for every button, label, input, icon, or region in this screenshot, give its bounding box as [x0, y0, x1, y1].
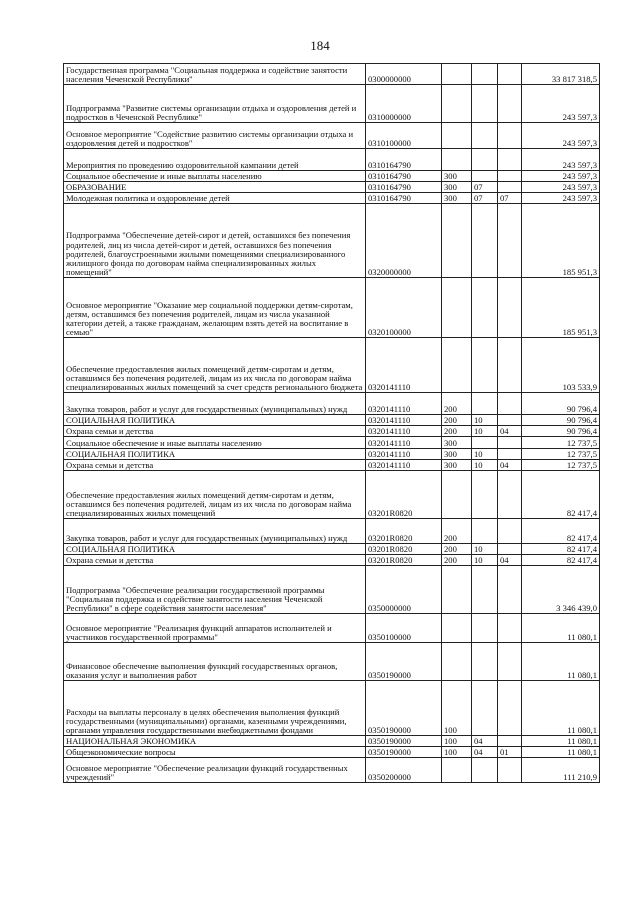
cell-sum: 33 817 318,5: [522, 64, 600, 85]
cell-vr: 200: [442, 544, 472, 555]
cell-rz: 10: [472, 415, 498, 426]
table-row: [64, 544, 600, 555]
table-row: [64, 437, 600, 449]
cell-name: Охрана семьи и детства: [64, 460, 366, 471]
cell-sum: 243 597,3: [522, 171, 600, 182]
cell-rz: 10: [472, 426, 498, 437]
cell-code: 0310164790: [366, 182, 442, 193]
cell-rz: [472, 471, 498, 519]
cell-vr: 300: [442, 171, 472, 182]
cell-pr: [498, 204, 522, 278]
table-row: [64, 519, 600, 544]
cell-pr: [498, 171, 522, 182]
cell-code: 0310164790: [366, 193, 442, 204]
table-row: [64, 85, 600, 123]
table-row: [64, 758, 600, 783]
cell-pr: [498, 149, 522, 171]
cell-name: Социальное обеспечение и иные выплаты населению: [64, 171, 366, 182]
cell-vr: 300: [442, 193, 472, 204]
cell-sum: 82 417,4: [522, 555, 600, 566]
cell-pr: 04: [498, 555, 522, 566]
cell-name: Молодежная политика и оздоровление детей: [64, 193, 366, 204]
cell-rz: 10: [472, 544, 498, 555]
cell-name: Основное мероприятие "Содействие развитию системы организации отдыха и оздоровления детей и подростков": [64, 123, 366, 149]
cell-sum: 243 597,3: [522, 85, 600, 123]
cell-name: Охрана семьи и детства: [64, 555, 366, 566]
cell-vr: [442, 471, 472, 519]
cell-pr: [498, 566, 522, 614]
cell-sum: 90 796,4: [522, 426, 600, 437]
cell-sum: 12 737,5: [522, 449, 600, 460]
cell-rz: 04: [472, 747, 498, 758]
cell-vr: 300: [442, 182, 472, 193]
cell-sum: 243 597,3: [522, 182, 600, 193]
cell-sum: 11 080,1: [522, 643, 600, 681]
cell-name: Финансовое обеспечение выполнения функций государственных органов, оказания услуг и выполнения работ: [64, 643, 366, 681]
cell-pr: [498, 519, 522, 544]
cell-vr: 200: [442, 555, 472, 566]
cell-pr: [498, 393, 522, 415]
cell-code: 0350190000: [366, 747, 442, 758]
budget-table: [63, 63, 600, 783]
cell-code: 0320141110: [366, 426, 442, 437]
cell-code: 0350190000: [366, 736, 442, 747]
cell-pr: [498, 471, 522, 519]
cell-code: 03201R0820: [366, 544, 442, 555]
cell-name: Обеспечение предоставления жилых помещений детям-сиротам и детям, оставшимся без попечения родителей, лицам из их числа по договорам найма специализированных жилых помещений за счет средств регионального бюджета: [64, 338, 366, 393]
cell-rz: 10: [472, 449, 498, 460]
cell-name: Общеэкономические вопросы: [64, 747, 366, 758]
cell-rz: [472, 85, 498, 123]
table-row: [64, 555, 600, 566]
table-row: [64, 460, 600, 471]
cell-code: 0320100000: [366, 278, 442, 338]
cell-sum: 11 080,1: [522, 614, 600, 643]
cell-pr: 04: [498, 460, 522, 471]
cell-name: Обеспечение предоставления жилых помещений детям-сиротам и детям, оставшимся без попечения родителей, лицам из их числа по договорам найма специализированных жилых помещений: [64, 471, 366, 519]
cell-rz: 07: [472, 193, 498, 204]
cell-code: 0320141110: [366, 437, 442, 449]
cell-name: Основное мероприятие "Реализация функций аппаратов исполнителей и участников государственной программы": [64, 614, 366, 643]
cell-rz: [472, 681, 498, 736]
cell-name: СОЦИАЛЬНАЯ ПОЛИТИКА: [64, 449, 366, 460]
cell-sum: 243 597,3: [522, 193, 600, 204]
cell-vr: [442, 338, 472, 393]
cell-name: Государственная программа "Социальная поддержка и содействие занятости населения Чеченской Республики": [64, 64, 366, 85]
cell-code: 0350190000: [366, 681, 442, 736]
table-row: [64, 736, 600, 747]
table-row: [64, 278, 600, 338]
cell-sum: 243 597,3: [522, 123, 600, 149]
cell-name: Подпрограмма "Обеспечение детей-сирот и детей, оставшихся без попечения родителей, лиц из числа детей-сирот и детей, оставшихся без попечения родителей, благоустроенными жилыми помещениями специализированного жилищного фонда по договорам найма специализированных жилых помещений": [64, 204, 366, 278]
cell-rz: [472, 123, 498, 149]
cell-vr: [442, 758, 472, 783]
cell-vr: 100: [442, 747, 472, 758]
cell-rz: [472, 204, 498, 278]
cell-code: 0350000000: [366, 566, 442, 614]
table-row: [64, 182, 600, 193]
cell-vr: 200: [442, 519, 472, 544]
cell-name: Мероприятия по проведению оздоровительной кампании детей: [64, 149, 366, 171]
cell-name: ОБРАЗОВАНИЕ: [64, 182, 366, 193]
cell-pr: [498, 338, 522, 393]
cell-pr: [498, 437, 522, 449]
table-row: [64, 471, 600, 519]
cell-pr: [498, 449, 522, 460]
cell-sum: 82 417,4: [522, 544, 600, 555]
table-row: [64, 171, 600, 182]
cell-code: 03201R0820: [366, 519, 442, 544]
cell-rz: 04: [472, 736, 498, 747]
cell-rz: [472, 566, 498, 614]
cell-name: СОЦИАЛЬНАЯ ПОЛИТИКА: [64, 415, 366, 426]
cell-name: Социальное обеспечение и иные выплаты населению: [64, 437, 366, 449]
cell-code: 0350200000: [366, 758, 442, 783]
table-row: [64, 64, 600, 85]
cell-sum: 11 080,1: [522, 736, 600, 747]
cell-code: 03201R0820: [366, 555, 442, 566]
cell-name: Расходы на выплаты персоналу в целях обеспечения выполнения функций государственными (муниципальными) органами, казенными учреждениями, органами управления государственными внебюджетными фондами: [64, 681, 366, 736]
cell-pr: [498, 736, 522, 747]
table-row: [64, 204, 600, 278]
table-row: [64, 614, 600, 643]
cell-sum: 11 080,1: [522, 747, 600, 758]
cell-rz: 10: [472, 460, 498, 471]
cell-sum: 111 210,9: [522, 758, 600, 783]
cell-name: Подпрограмма "Развитие системы организации отдыха и оздоровления детей и подростков в Чеченской Республике": [64, 85, 366, 123]
cell-vr: 200: [442, 426, 472, 437]
cell-pr: [498, 123, 522, 149]
cell-name: Охрана семьи и детства: [64, 426, 366, 437]
table-row: [64, 193, 600, 204]
cell-code: 0310000000: [366, 85, 442, 123]
cell-rz: [472, 149, 498, 171]
cell-sum: 12 737,5: [522, 460, 600, 471]
cell-vr: 300: [442, 437, 472, 449]
cell-pr: [498, 278, 522, 338]
cell-vr: [442, 278, 472, 338]
table-row: [64, 393, 600, 415]
cell-sum: 90 796,4: [522, 415, 600, 426]
cell-vr: [442, 123, 472, 149]
cell-rz: [472, 758, 498, 783]
cell-pr: 04: [498, 426, 522, 437]
table-row: [64, 426, 600, 437]
cell-code: 0320141110: [366, 415, 442, 426]
cell-code: 0310100000: [366, 123, 442, 149]
cell-vr: 200: [442, 393, 472, 415]
cell-name: Подпрограмма "Обеспечение реализации государственной программы "Социальная поддержка и содействие занятости населения Чеченской Республики" в сфере содействия занятости населения": [64, 566, 366, 614]
table-row: [64, 449, 600, 460]
cell-vr: 100: [442, 736, 472, 747]
cell-rz: [472, 519, 498, 544]
cell-rz: [472, 171, 498, 182]
cell-vr: [442, 614, 472, 643]
table-row: [64, 747, 600, 758]
cell-pr: [498, 415, 522, 426]
cell-rz: [472, 393, 498, 415]
cell-code: 0310164790: [366, 149, 442, 171]
cell-vr: [442, 64, 472, 85]
cell-pr: [498, 85, 522, 123]
cell-code: 0320141110: [366, 460, 442, 471]
page-number: 184: [310, 38, 330, 53]
cell-vr: 200: [442, 415, 472, 426]
cell-rz: [472, 643, 498, 681]
cell-vr: 300: [442, 460, 472, 471]
cell-rz: [472, 614, 498, 643]
cell-pr: [498, 758, 522, 783]
cell-code: 0350100000: [366, 614, 442, 643]
cell-code: 0350190000: [366, 643, 442, 681]
cell-code: 0320141110: [366, 338, 442, 393]
cell-rz: 07: [472, 182, 498, 193]
cell-vr: [442, 566, 472, 614]
cell-sum: 90 796,4: [522, 393, 600, 415]
cell-code: 0310164790: [366, 171, 442, 182]
cell-code: 0320141110: [366, 449, 442, 460]
cell-code: 0320141110: [366, 393, 442, 415]
cell-sum: 185 951,3: [522, 278, 600, 338]
table-row: [64, 123, 600, 149]
cell-sum: 185 951,3: [522, 204, 600, 278]
cell-code: 0300000000: [366, 64, 442, 85]
table-row: [64, 681, 600, 736]
cell-rz: [472, 437, 498, 449]
cell-pr: [498, 681, 522, 736]
cell-pr: [498, 544, 522, 555]
cell-rz: 10: [472, 555, 498, 566]
cell-name: Основное мероприятие "Оказание мер социальной поддержки детям-сиротам, детям, оставшимся без попечения родителей, лицам из числа указанной категории детей, а также гражданам, желающим взять детей на воспитание в семью": [64, 278, 366, 338]
cell-pr: 07: [498, 193, 522, 204]
table-row: [64, 566, 600, 614]
cell-name: НАЦИОНАЛЬНАЯ ЭКОНОМИКА: [64, 736, 366, 747]
cell-sum: 103 533,9: [522, 338, 600, 393]
table-row: [64, 338, 600, 393]
cell-pr: [498, 182, 522, 193]
cell-name: Закупка товаров, работ и услуг для государственных (муниципальных) нужд: [64, 393, 366, 415]
cell-rz: [472, 338, 498, 393]
cell-pr: 01: [498, 747, 522, 758]
cell-code: 0320000000: [366, 204, 442, 278]
cell-rz: [472, 278, 498, 338]
cell-sum: 12 737,5: [522, 437, 600, 449]
cell-name: СОЦИАЛЬНАЯ ПОЛИТИКА: [64, 544, 366, 555]
cell-pr: [498, 614, 522, 643]
budget-table-body: [64, 64, 600, 783]
cell-name: Основное мероприятие "Обеспечение реализации функций государственных учреждений": [64, 758, 366, 783]
cell-rz: [472, 64, 498, 85]
cell-sum: 82 417,4: [522, 471, 600, 519]
cell-code: 03201R0820: [366, 471, 442, 519]
cell-name: Закупка товаров, работ и услуг для государственных (муниципальных) нужд: [64, 519, 366, 544]
cell-pr: [498, 643, 522, 681]
cell-vr: [442, 85, 472, 123]
cell-sum: 11 080,1: [522, 681, 600, 736]
cell-vr: [442, 643, 472, 681]
cell-vr: [442, 149, 472, 171]
cell-sum: 243 597,3: [522, 149, 600, 171]
table-row: [64, 149, 600, 171]
cell-vr: 100: [442, 681, 472, 736]
cell-vr: 300: [442, 449, 472, 460]
cell-sum: 3 346 439,0: [522, 566, 600, 614]
cell-pr: [498, 64, 522, 85]
table-row: [64, 643, 600, 681]
cell-sum: 82 417,4: [522, 519, 600, 544]
table-row: [64, 415, 600, 426]
cell-vr: [442, 204, 472, 278]
